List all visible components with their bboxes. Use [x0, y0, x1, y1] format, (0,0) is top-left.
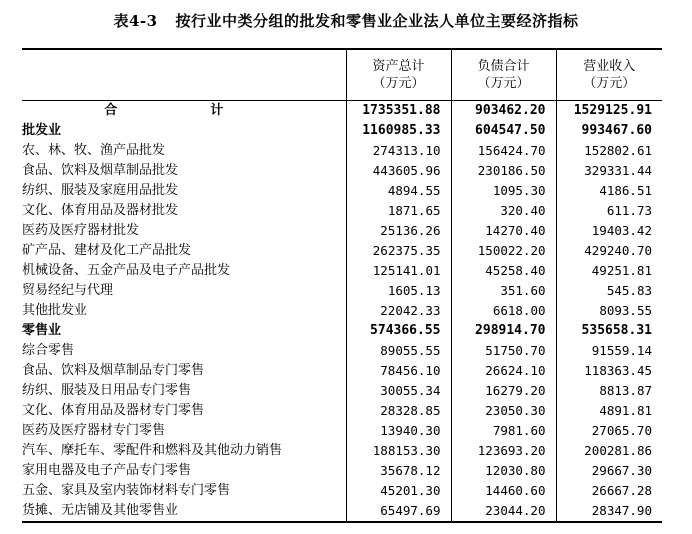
cell-assets: 35678.12: [346, 461, 451, 481]
cell-assets: 65497.69: [346, 501, 451, 522]
cell-assets: 28328.85: [346, 401, 451, 421]
cell-revenue: 49251.81: [556, 261, 662, 281]
table-row: [22, 361, 662, 381]
table-row: [22, 201, 662, 221]
cell-liabilities: 1095.30: [451, 181, 556, 201]
cell-revenue: 329331.44: [556, 161, 662, 181]
row-label: 纺织、服装及日用品专门零售: [22, 383, 192, 398]
row-label: 矿产品、建材及化工产品批发: [22, 243, 192, 258]
header-liabilities-label: 负债合计: [477, 59, 530, 74]
cell-assets: 22042.33: [346, 301, 451, 321]
table-row: [22, 141, 662, 161]
row-label: 纺织、服装及家庭用品批发: [22, 183, 179, 198]
header-assets: [346, 49, 451, 101]
header-liabilities-unit: （万元）: [477, 76, 530, 91]
cell-liabilities: 6618.00: [451, 301, 556, 321]
table-row: [22, 461, 662, 481]
cell-liabilities: 23050.30: [451, 401, 556, 421]
header-row: [22, 49, 662, 101]
cell-revenue: 118363.45: [556, 361, 662, 381]
row-label: 零售业: [22, 323, 62, 338]
cell-liabilities: 26624.10: [451, 361, 556, 381]
table-row: [22, 281, 662, 301]
cell-revenue: 8813.87: [556, 381, 662, 401]
table-row: [22, 241, 662, 261]
table-row: [22, 301, 662, 321]
cell-assets: 262375.35: [346, 241, 451, 261]
table-row: [22, 481, 662, 501]
cell-assets: 443605.96: [346, 161, 451, 181]
table-row: [22, 441, 662, 461]
header-liabilities: [451, 49, 556, 101]
table-row: [22, 121, 662, 141]
table-row: [22, 101, 662, 122]
cell-revenue: 1529125.91: [556, 101, 662, 122]
table-row: [22, 341, 662, 361]
cell-assets: 89055.55: [346, 341, 451, 361]
row-label: 批发业: [22, 123, 62, 138]
cell-liabilities: 45258.40: [451, 261, 556, 281]
row-label: 其他批发业: [22, 303, 88, 318]
cell-revenue: 4186.51: [556, 181, 662, 201]
cell-liabilities: 7981.60: [451, 421, 556, 441]
cell-assets: 25136.26: [346, 221, 451, 241]
cell-revenue: 27065.70: [556, 421, 662, 441]
table-title: [0, 10, 692, 31]
table-body: [22, 101, 662, 523]
row-label: 家用电器及电子产品专门零售: [22, 463, 192, 478]
cell-revenue: 28347.90: [556, 501, 662, 522]
cell-liabilities: 51750.70: [451, 341, 556, 361]
cell-revenue: 19403.42: [556, 221, 662, 241]
cell-revenue: 91559.14: [556, 341, 662, 361]
cell-assets: 1605.13: [346, 281, 451, 301]
cell-revenue: 4891.81: [556, 401, 662, 421]
cell-liabilities: 16279.20: [451, 381, 556, 401]
table-title-text: 按行业中类分组的批发和零售业企业法人单位主要经济指标: [175, 12, 579, 30]
row-label: 汽车、摩托车、零配件和燃料及其他动力销售: [22, 443, 283, 458]
cell-assets: 4894.55: [346, 181, 451, 201]
header-assets-label: 资产总计: [372, 59, 425, 74]
cell-liabilities: 320.40: [451, 201, 556, 221]
row-label: 五金、家具及室内装饰材料专门零售: [22, 483, 231, 498]
cell-liabilities: 156424.70: [451, 141, 556, 161]
row-label: 综合零售: [22, 343, 75, 358]
row-label: 医药及医疗器材专门零售: [22, 423, 166, 438]
statistics-table: [22, 48, 662, 523]
cell-assets: 1871.65: [346, 201, 451, 221]
cell-assets: 1735351.88: [346, 101, 451, 122]
table-row: [22, 261, 662, 281]
cell-liabilities: 23044.20: [451, 501, 556, 522]
cell-assets: 274313.10: [346, 141, 451, 161]
cell-revenue: 26667.28: [556, 481, 662, 501]
cell-liabilities: 351.60: [451, 281, 556, 301]
cell-revenue: 545.83: [556, 281, 662, 301]
table-row: [22, 321, 662, 341]
table-row: [22, 401, 662, 421]
cell-revenue: 993467.60: [556, 121, 662, 141]
cell-assets: 1160985.33: [346, 121, 451, 141]
cell-revenue: 29667.30: [556, 461, 662, 481]
cell-assets: 30055.34: [346, 381, 451, 401]
row-label: 文化、体育用品及器材专门零售: [22, 403, 205, 418]
row-label: 食品、饮料及烟草制品专门零售: [22, 363, 205, 378]
cell-liabilities: 903462.20: [451, 101, 556, 122]
cell-assets: 45201.30: [346, 481, 451, 501]
cell-liabilities: 14270.40: [451, 221, 556, 241]
table-row: [22, 501, 662, 522]
header-revenue-unit: （万元）: [583, 76, 636, 91]
cell-assets: 574366.55: [346, 321, 451, 341]
row-label: 食品、饮料及烟草制品批发: [22, 163, 179, 178]
cell-liabilities: 14460.60: [451, 481, 556, 501]
cell-revenue: 8093.55: [556, 301, 662, 321]
row-label: 合 计: [104, 103, 264, 118]
table-row: [22, 221, 662, 241]
cell-assets: 188153.30: [346, 441, 451, 461]
cell-revenue: 429240.70: [556, 241, 662, 261]
cell-liabilities: 150022.20: [451, 241, 556, 261]
cell-revenue: 200281.86: [556, 441, 662, 461]
row-label: 医药及医疗器材批发: [22, 223, 140, 238]
header-revenue-label: 营业收入: [583, 59, 636, 74]
row-label: 机械设备、五金产品及电子产品批发: [22, 263, 231, 278]
cell-liabilities: 298914.70: [451, 321, 556, 341]
cell-revenue: 152802.61: [556, 141, 662, 161]
row-label: 货摊、无店铺及其他零售业: [22, 501, 346, 522]
table-code: 表4-3: [113, 12, 158, 30]
cell-assets: 78456.10: [346, 361, 451, 381]
header-assets-unit: （万元）: [372, 76, 425, 91]
table-row: [22, 381, 662, 401]
cell-assets: 13940.30: [346, 421, 451, 441]
cell-liabilities: 604547.50: [451, 121, 556, 141]
table-row: [22, 181, 662, 201]
header-revenue: [556, 49, 662, 101]
row-label: 文化、体育用品及器材批发: [22, 203, 179, 218]
cell-assets: 125141.01: [346, 261, 451, 281]
cell-liabilities: 230186.50: [451, 161, 556, 181]
header-name-column: [22, 49, 346, 101]
table-row: [22, 421, 662, 441]
table-row: [22, 161, 662, 181]
row-label: 农、林、牧、渔产品批发: [22, 143, 166, 158]
cell-liabilities: 12030.80: [451, 461, 556, 481]
row-label: 贸易经纪与代理: [22, 283, 114, 298]
cell-revenue: 535658.31: [556, 321, 662, 341]
cell-revenue: 611.73: [556, 201, 662, 221]
cell-liabilities: 123693.20: [451, 441, 556, 461]
